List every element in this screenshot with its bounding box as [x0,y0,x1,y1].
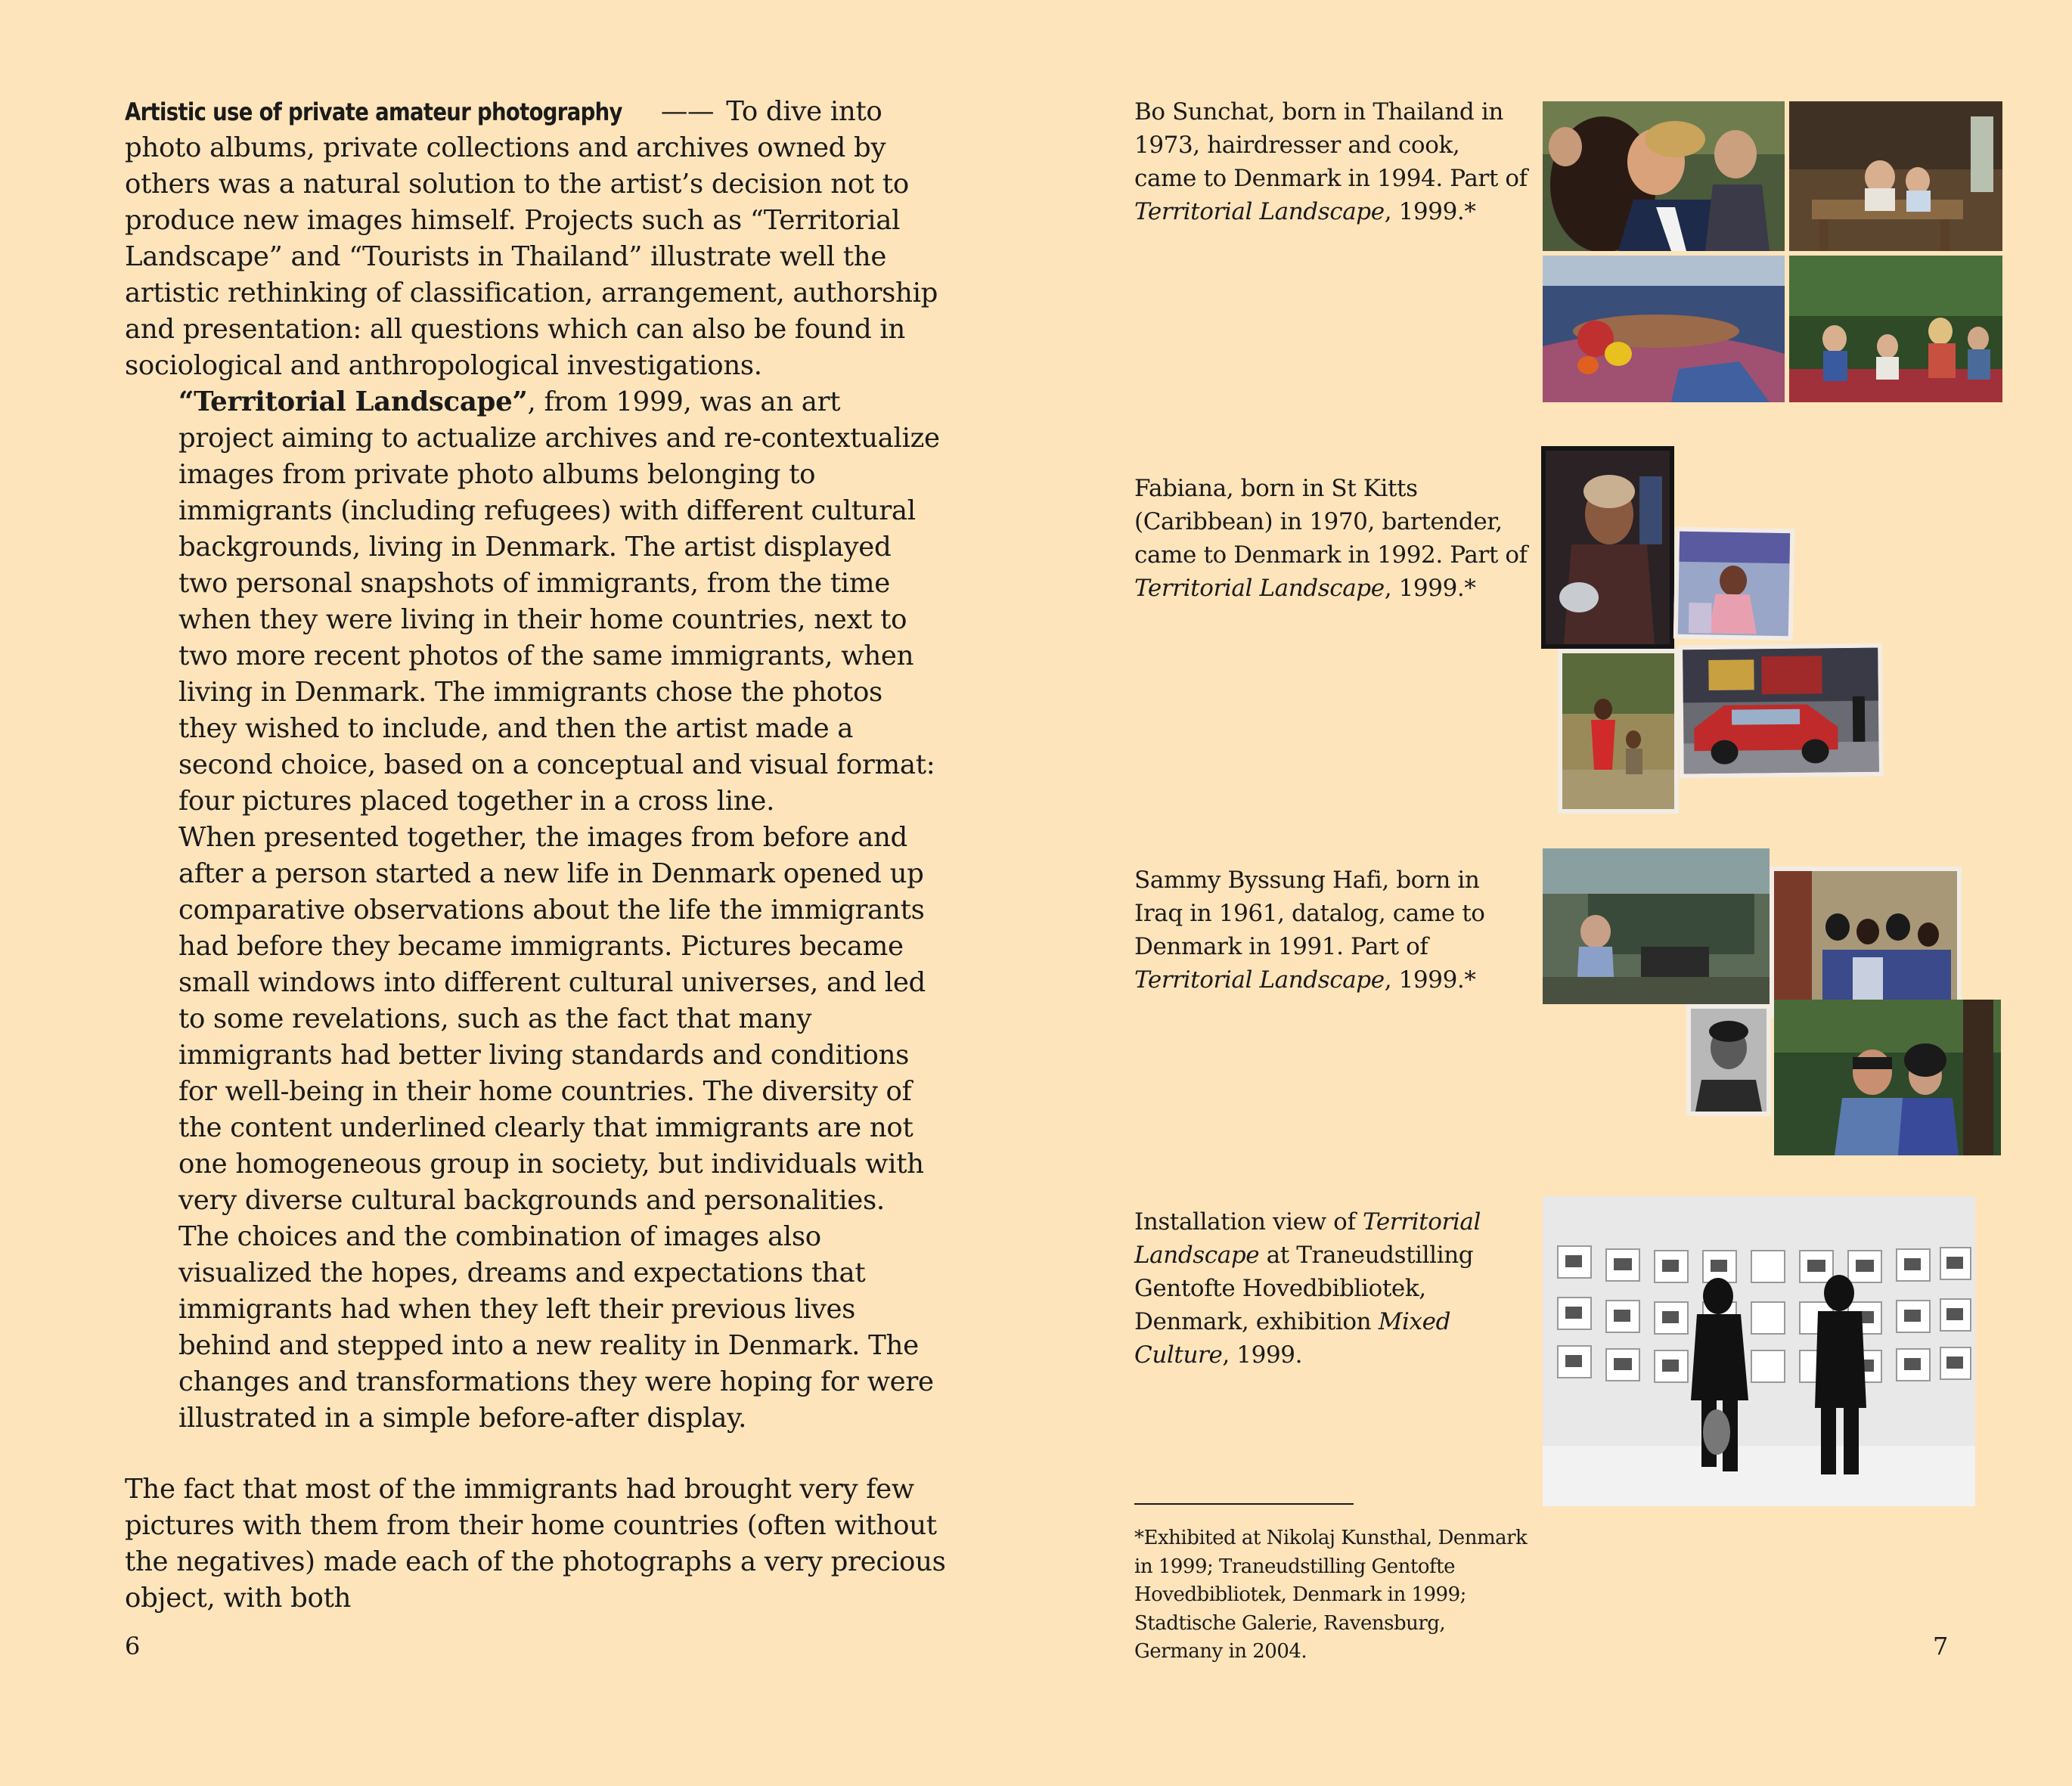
caption-fabiana [1134,472,1528,605]
photo-sammy-portrait [1686,1004,1771,1116]
project-title: “Territorial Landscape” [178,386,528,417]
caption-text: Sammy Byssung Hafi, born in Iraq in 1961, datalog, came to Denmark in 1991. Part of [1134,867,1485,960]
photo-group-sammy-hafi [1543,848,2001,1155]
heading-dash: —— [660,96,715,127]
caption-sammy-hafi [1134,864,1528,997]
photo-sammy-group [1770,867,1962,1018]
photo-sammy-bbq [1543,848,1770,1004]
caption-title: Territorial Landscape [1134,966,1385,994]
caption-text: Fabiana, born in St Kitts (Caribbean) in 1970, bartender, came to Denmark in 1992. Part of [1134,475,1528,569]
choices-paragraph: The choices and the combination of images also visualized the hopes, dreams and expectations that immigrants had when they left their previous lives behind and stepped into a new reality in Denmark. The changes and transformations they were hoping for were illustrated in a simple before-after display. [178,1221,934,1434]
photo-fabiana-yard [1558,649,1679,814]
photo-sammy-couple [1774,1000,2001,1155]
closing-paragraph: The fact that most of the immigrants had brought very few pictures with them from their home countries (often without the negatives) made each of the photographs a very precious object, with both [125,1474,946,1614]
caption-text: , 1999.* [1384,575,1476,602]
photo-fabiana-child [1673,527,1795,641]
photo-bo-picnic [1789,256,2002,402]
presented-together-paragraph: When presented together, the images from before and after a person started a new life in Denmark opened up comparative observations about the life the immigrants had before they became immigrants. Pictures became small windows into different cultural universes, and led to some revelations, such as the fact that many immigrants had better living standards and conditions for well-being in their home countries. The diversity of the content underlined clearly that immigrants are not one homogeneous group in society, but individuals with very diverse cultural backgrounds and personalities. [178,822,926,1216]
photo-group-fabiana [1540,446,1883,814]
territorial-text: , from 1999, was an art project aiming to actualize archives and re-contextualize images from private photo albums belonging to immigrants (including refugees) with different cultural backgrounds, living in Denmark. The artist displayed two personal snapshots of immigrants, from the time when they were living in their home countries, next to two more recent photos of the same immigrants, when living in Denmark. The immigrants chose the photos they wished to include, and then the artist made a second choice, based on a conceptual and visual format: four pictures placed together in a cross line. [178,386,940,817]
section-heading: Artistic use of private amateur photography [125,98,622,126]
territorial-landscape-paragraph [178,384,942,820]
caption-title: Territorial Landscape [1134,198,1385,225]
caption-installation-view [1134,1205,1528,1372]
footnote-rule [1134,1503,1354,1505]
photo-fabiana-portrait [1541,446,1674,649]
intro-text: To dive into photo albums, private collections and archives owned by others was a natural solution to the artist’s decision not to produce new images himself. Projects such as “Territorial Landscape” and “Tourists in Thailand” illustrate well the artistic rethinking of classification, arrangement, authorship and presentation: all questions which can also be found in sociological and anthropological investigations. [125,96,938,381]
caption-text: , 1999.* [1384,966,1476,994]
photo-fabiana-car [1678,643,1884,779]
photo-installation-bw [1543,1196,1975,1506]
caption-title: Territorial Landscape [1134,575,1385,602]
caption-text: , 1999.* [1384,198,1476,225]
caption-text: at Traneudstilling Gentofte Hovedbibliotek, Denmark, exhibition [1134,1242,1474,1335]
caption-bo-sunchat [1134,95,1528,228]
page-number-right: 7 [1933,1632,1949,1660]
caption-exhibition-title: Mixed Culture [1134,1308,1451,1369]
caption-text: Installation view of [1134,1208,1363,1236]
intro-paragraph [125,94,949,384]
caption-text: Bo Sunchat, born in Thailand in 1973, hairdresser and cook, came to Denmark in 1994. Part of [1134,98,1528,192]
photo-bo-baby [1543,256,1785,402]
photo-bo-family [1789,101,2002,251]
photo-installation-view [1543,1196,1975,1506]
caption-title: Territorial Landscape [1134,1208,1481,1269]
photo-bo-kiss [1543,101,1785,251]
photo-group-bo-sunchat [1543,101,2002,402]
footnote: *Exhibited at Nikolaj Kunsthal, Denmark in 1999; Traneudstilling Gentofte Hovedbibliotek, Denmark in 1999; Stadtische Galerie, Ravensburg, Germany in 2004. [1134,1527,1528,1663]
page-number-left: 6 [125,1632,141,1660]
caption-text: , 1999. [1222,1341,1303,1369]
